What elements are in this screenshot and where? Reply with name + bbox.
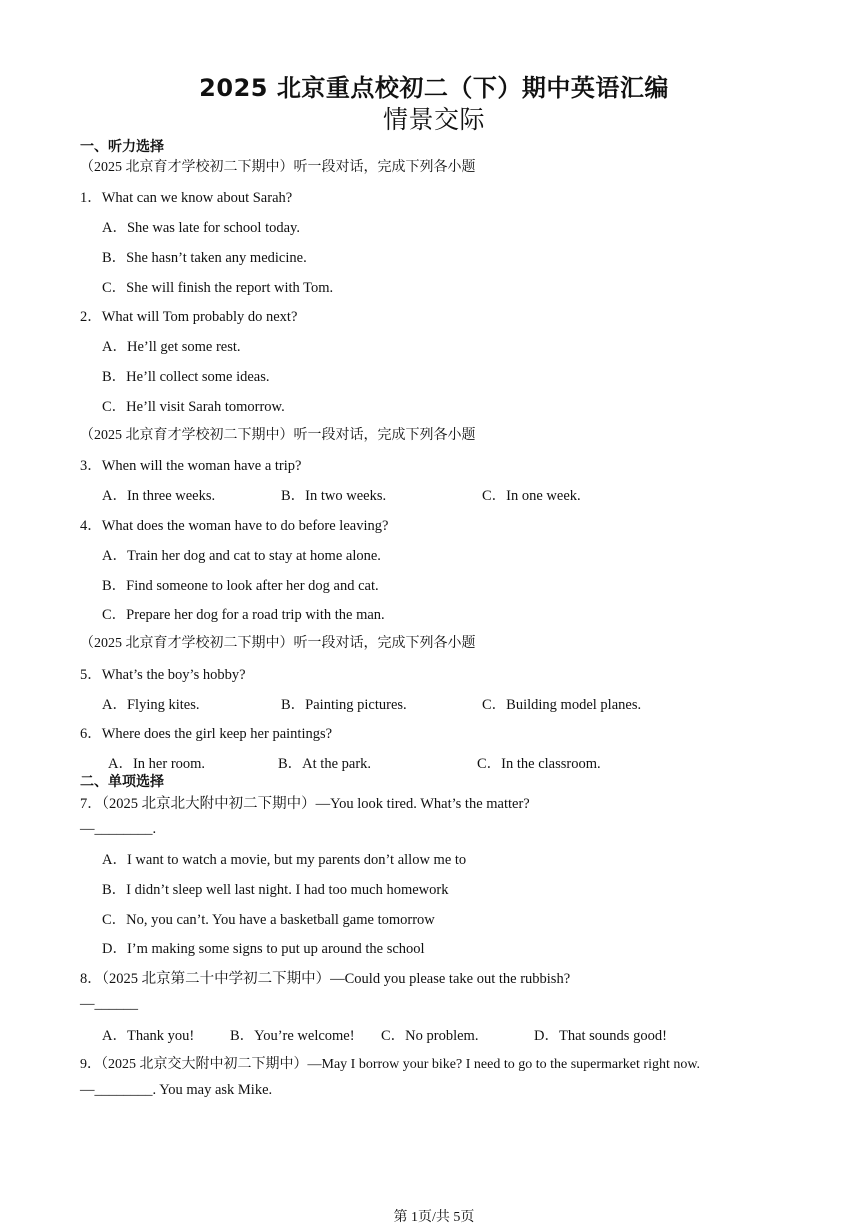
option-6b: B．At the park. bbox=[278, 756, 372, 772]
option-8c: C．No problem. bbox=[381, 1028, 479, 1044]
option-2a: A．He’ll get some rest. bbox=[102, 339, 241, 355]
question-9: 9．（2025 北京交大附中初二下期中）—May I borrow your bike? I need to go to the supermarket right now. bbox=[80, 1057, 701, 1072]
option-7a: A．I want to watch a movie, but my parents don’t allow me to bbox=[102, 852, 467, 868]
source-note: （2025 北京育才学校初二下期中）听一段对话，完成下列各小题 bbox=[80, 160, 476, 175]
question-7: 7．（2025 北京北大附中初二下期中）—You look tired. What’s the matter? bbox=[80, 796, 530, 812]
option-5c: C．Building model planes. bbox=[482, 697, 642, 713]
option-4a: A．Train her dog and cat to stay at home alone. bbox=[102, 548, 381, 564]
question-5: 5．What’s the boy’s hobby? bbox=[80, 667, 246, 683]
option-6a: A．In her room. bbox=[108, 756, 206, 772]
option-5b: B．Painting pictures. bbox=[281, 697, 407, 713]
answer-blank-8: —______ bbox=[80, 996, 138, 1012]
option-8d: D．That sounds good! bbox=[534, 1028, 667, 1044]
answer-blank-7: —________. bbox=[80, 821, 157, 837]
option-3a: A．In three weeks. bbox=[102, 488, 216, 504]
document-subtitle: 情景交际 bbox=[382, 105, 485, 134]
document-title: 2025 北京重点校初二（下）期中英语汇编 bbox=[199, 74, 669, 102]
option-7b: B．I didn’t sleep well last night. I had too much homework bbox=[102, 882, 449, 898]
section-heading-single-choice: 二、单项选择 bbox=[80, 774, 164, 790]
question-2: 2．What will Tom probably do next? bbox=[80, 309, 298, 325]
question-1: 1．What can we know about Sarah? bbox=[80, 190, 293, 206]
page-number: 第 1页/共 5页 bbox=[393, 1210, 475, 1225]
section-heading-listening: 一、听力选择 bbox=[80, 139, 164, 155]
option-2b: B．He’ll collect some ideas. bbox=[102, 369, 270, 385]
answer-blank-9: —________. You may ask Mike. bbox=[80, 1082, 273, 1098]
source-note: （2025 北京育才学校初二下期中）听一段对话，完成下列各小题 bbox=[80, 636, 476, 651]
option-1b: B．She hasn’t taken any medicine. bbox=[102, 250, 307, 266]
option-3b: B．In two weeks. bbox=[281, 488, 387, 504]
question-6: 6．Where does the girl keep her paintings? bbox=[80, 726, 333, 742]
source-note: （2025 北京育才学校初二下期中）听一段对话，完成下列各小题 bbox=[80, 428, 476, 443]
option-1c: C．She will finish the report with Tom. bbox=[102, 280, 334, 296]
option-7c: C．No, you can’t. You have a basketball game tomorrow bbox=[102, 912, 435, 928]
question-4: 4．What does the woman have to do before leaving? bbox=[80, 518, 389, 534]
option-8b: B．You’re welcome! bbox=[230, 1028, 355, 1044]
option-5a: A．Flying kites. bbox=[102, 697, 200, 713]
option-7d: D．I’m making some signs to put up around the school bbox=[102, 941, 425, 957]
option-8a: A．Thank you! bbox=[102, 1028, 195, 1044]
option-2c: C．He’ll visit Sarah tomorrow. bbox=[102, 399, 285, 415]
option-1a: A．She was late for school today. bbox=[102, 220, 300, 236]
question-3: 3．When will the woman have a trip? bbox=[80, 458, 302, 474]
question-8: 8．（2025 北京第二十中学初二下期中）—Could you please take out the rubbish? bbox=[80, 971, 571, 987]
option-4b: B．Find someone to look after her dog and cat. bbox=[102, 578, 379, 594]
option-6c: C．In the classroom. bbox=[477, 756, 601, 772]
option-4c: C．Prepare her dog for a road trip with the man. bbox=[102, 607, 385, 623]
option-3c: C．In one week. bbox=[482, 488, 581, 504]
